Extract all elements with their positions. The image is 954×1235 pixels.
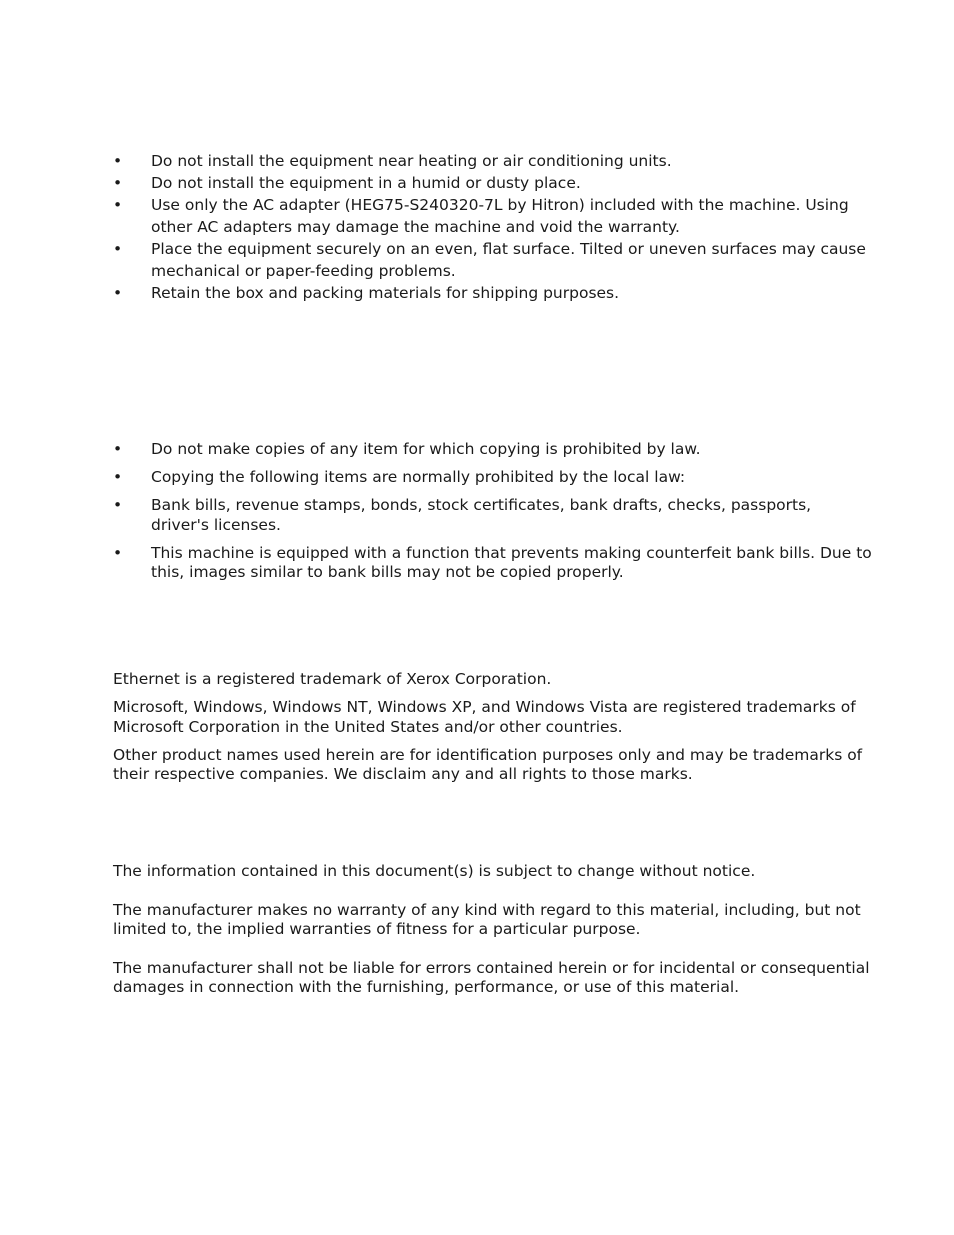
list-item-text: Do not install the equipment near heating or air conditioning units. — [151, 152, 672, 170]
bullet-icon: • — [113, 152, 123, 170]
list-item-text: Bank bills, revenue stamps, bonds, stock certificates, bank drafts, checks, passports, driver's licenses. — [151, 496, 812, 534]
disclaimer-paragraph: The manufacturer makes no warranty of any kind with regard to this material, including, but not limited to, the implied warranties of fitness for a particular purpose. — [113, 900, 861, 938]
trademarks-section — [113, 670, 873, 793]
trademark-paragraph: Ethernet is a registered trademark of Xerox Corporation. — [113, 670, 552, 688]
bullet-icon: • — [113, 174, 123, 192]
list-item — [113, 544, 873, 583]
bullet-icon: • — [113, 240, 123, 258]
list-item — [113, 172, 873, 194]
bullet-icon: • — [113, 284, 123, 302]
list-item — [113, 496, 873, 535]
disclaimer-paragraph: The information contained in this document(s) is subject to change without notice. — [113, 862, 756, 880]
list-item-text: Use only the AC adapter (HEG75-S240320-7L by Hitron) included with the machine. Using other AC adapters may damage the machine and void the warranty. — [151, 196, 849, 236]
disclaimer-section — [113, 862, 873, 1017]
trademark-paragraph: Microsoft, Windows, Windows NT, Windows XP, and Windows Vista are registered trademarks of Microsoft Corporation in the United States and/or other countries. — [113, 698, 856, 736]
list-item — [113, 440, 873, 460]
list-item — [113, 238, 873, 282]
list-item — [113, 468, 873, 488]
disclaimer-paragraph: The manufacturer shall not be liable for errors contained herein or for incidental or consequential damages in connection with the furnishing, performance, or use of this material. — [113, 958, 870, 996]
bullet-icon: • — [113, 543, 123, 562]
bullet-icon: • — [113, 496, 123, 514]
bullet-icon: • — [113, 196, 123, 214]
list-item-text: This machine is equipped with a function that prevents making counterfeit bank bills. Due to this, images similar to bank bills may not be copied properly. — [151, 543, 872, 581]
installation-notes-list — [113, 150, 873, 304]
trademark-paragraph: Other product names used herein are for identification purposes only and may be trademarks of their respective companies. We disclaim any and all rights to those marks. — [113, 745, 863, 783]
list-item-text: Do not make copies of any item for which copying is prohibited by law. — [151, 440, 701, 458]
copying-notes-list — [113, 440, 873, 591]
list-item-text: Place the equipment securely on an even, flat surface. Tilted or uneven surfaces may cause mechanical or paper-feeding problems. — [151, 240, 866, 280]
list-item — [113, 194, 873, 238]
list-item — [113, 150, 873, 172]
list-item-text: Copying the following items are normally prohibited by the local law: — [151, 468, 686, 486]
list-item — [113, 282, 873, 304]
list-item-text: Do not install the equipment in a humid or dusty place. — [151, 174, 581, 192]
bullet-icon: • — [113, 440, 123, 458]
list-item-text: Retain the box and packing materials for shipping purposes. — [151, 284, 620, 302]
bullet-icon: • — [113, 468, 123, 486]
